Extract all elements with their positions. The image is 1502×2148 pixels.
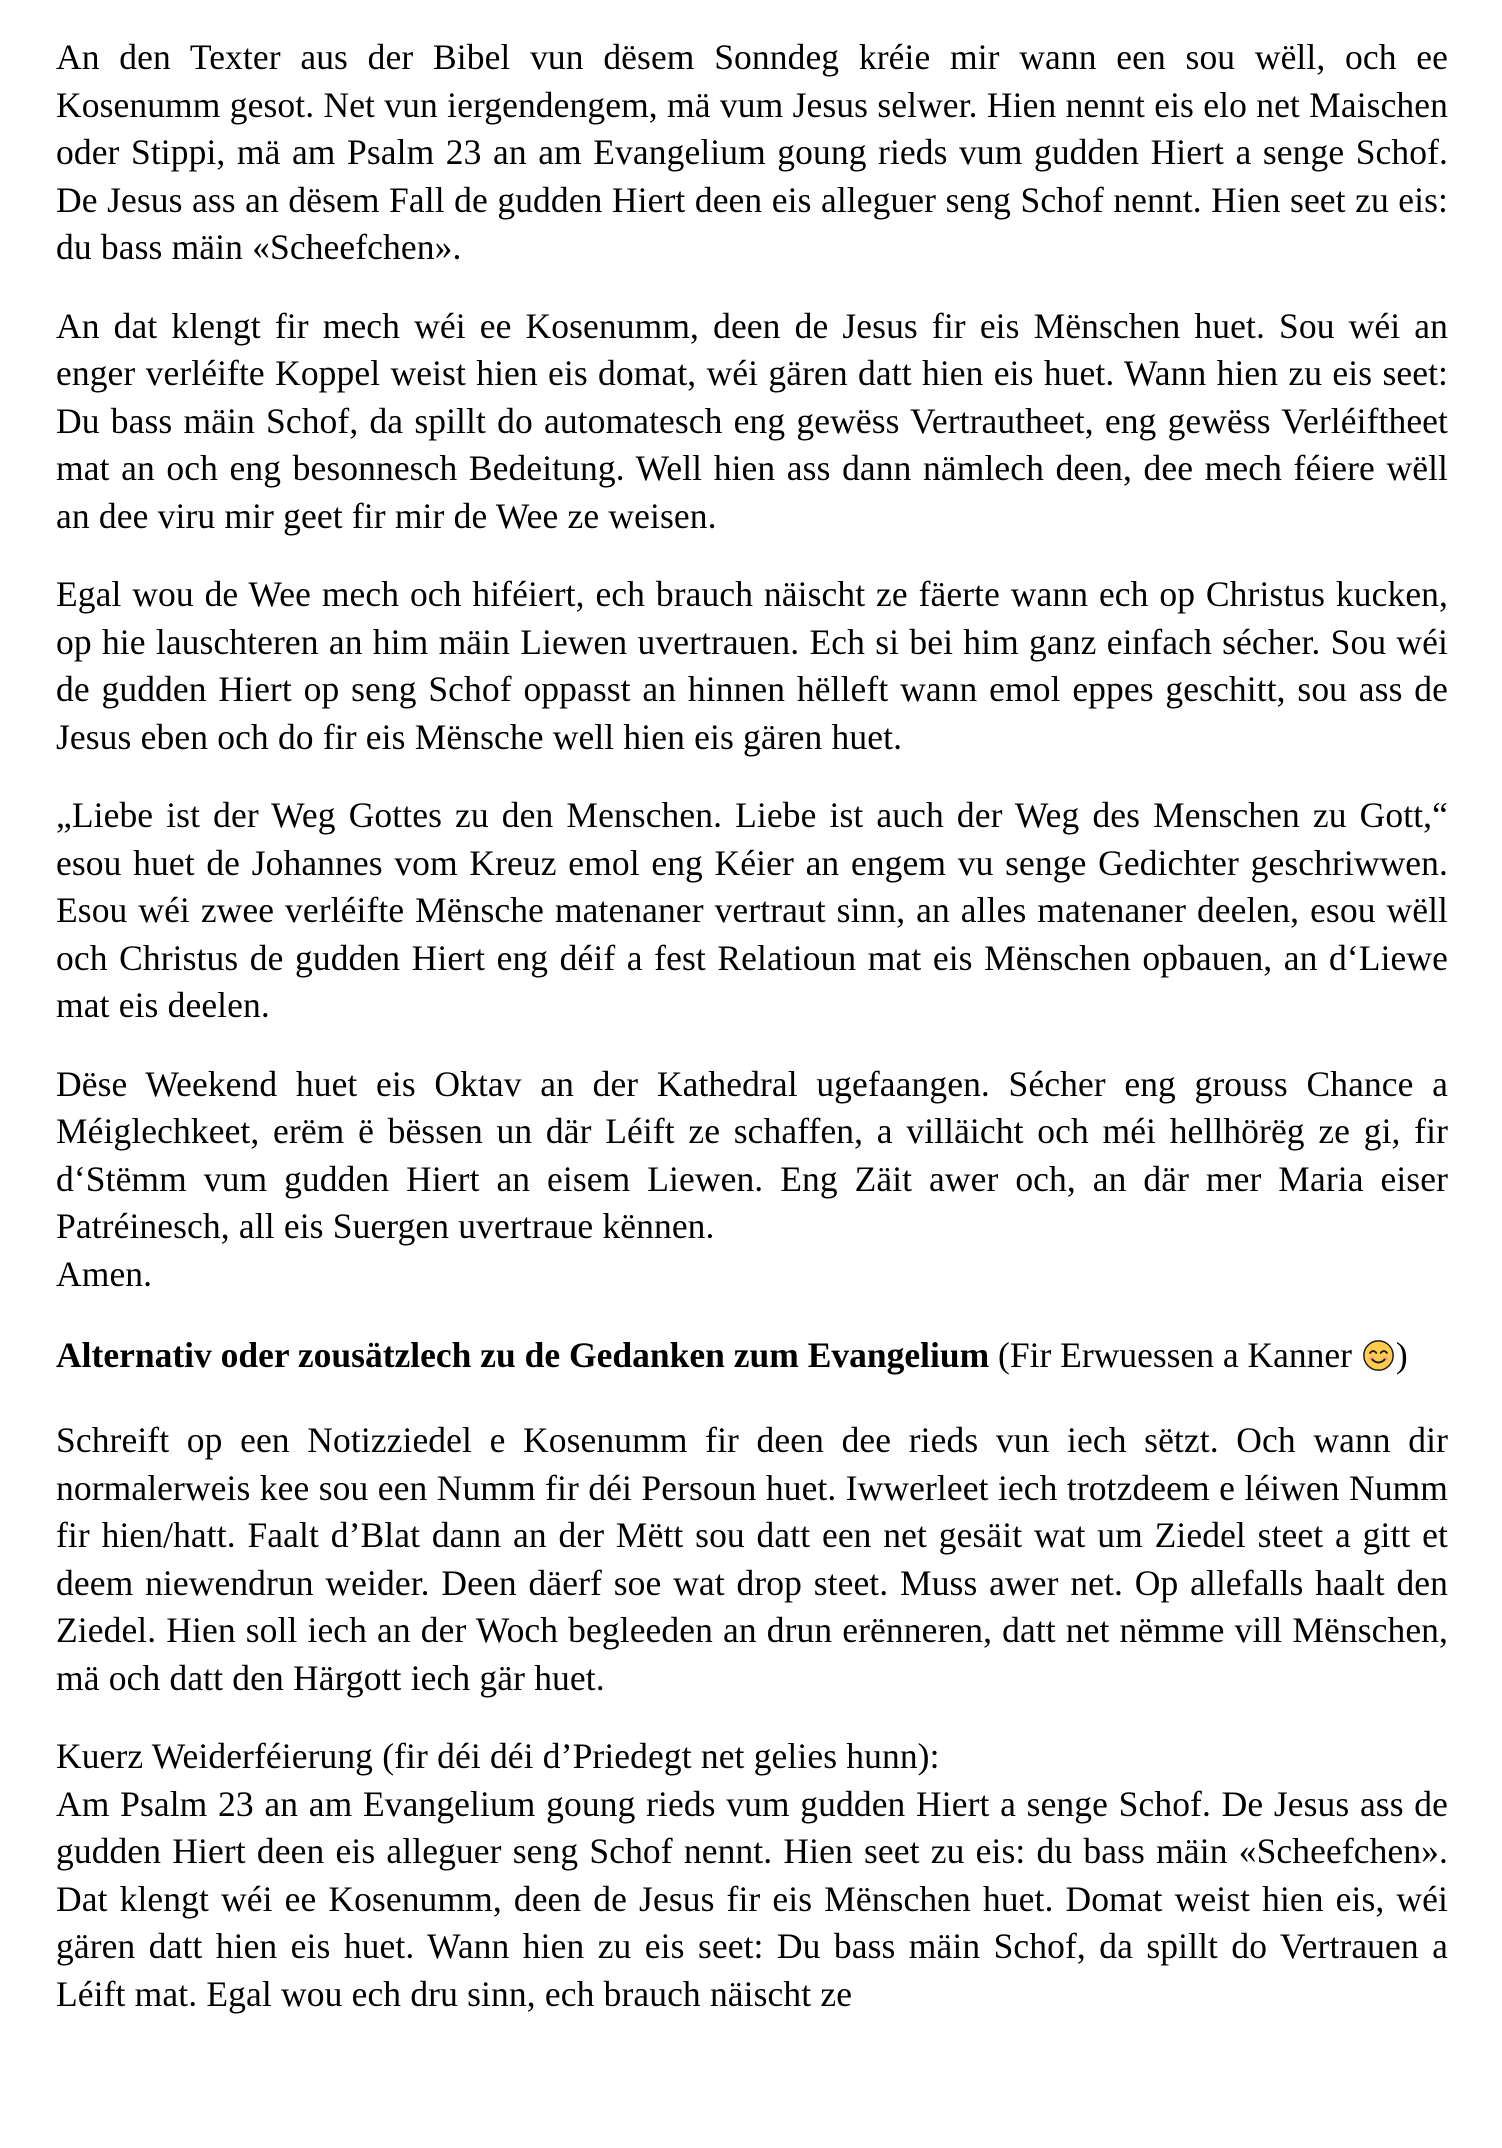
section-heading-bold-text: Alternativ oder zousätzlech zu de Gedanken zum Evangelium [56,1335,990,1375]
paragraph-9: Am Psalm 23 an am Evangelium goung rieds vum gudden Hiert a senge Schof. De Jesus ass de gudden Hiert deen eis alleguer seng Schof nennt. Hien seet zu eis: du bass mäin «Scheefchen». Dat klengt wéi ee Kosenumm, deen de Jesus fir eis Mënschen huet. Domat weist hien eis, wéi gären datt hien eis huet. Wann hien zu eis seet: Du bass mäin Schof, da spillt do Vertrauen a Léift mat. Egal wou ech dru sinn, ech brauch näischt ze [56,1783,1448,2014]
paragraph-2: An dat klengt fir mech wéi ee Kosenumm, deen de Jesus fir eis Mënschen huet. Sou wéi an enger verléifte Koppel weist hien eis domat, wéi gären datt hien eis huet. Wann hien zu eis seet: Du bass mäin Schof, da spillt do automatesch eng gewëss Vertrautheet, eng gewëss Verléiftheet mat an och eng besonnesch Bedeitung. Well hien ass dann nämlech deen, dee mech féiere wëll an dee viru mir geet fir mir de Wee ze weisen. [56,305,1448,536]
paragraph-5: Dëse Weekend huet eis Oktav an der Kathedral ugefaangen. Sécher eng grouss Chance a Méiglechkeet, erëm ë bëssen un där Léift ze schaffen, a villäicht och méi hellhörëg ze gi, fir d‘Stëmm vum gudden Hiert an eisem Liewen. Eng Zäit awer och, an där mer Maria eiser Patréinesch, all eis Suergen uvertraue kënnen. [56,1063,1448,1246]
document-body [56,34,1448,2018]
section-heading-paren-close: ) [1395,1335,1408,1375]
section-heading [56,1329,1448,1381]
paragraph-7: Schreift op een Notizziedel e Kosenumm fir deen dee rieds vun iech sëtzt. Och wann dir normalerweis kee sou een Numm fir déi Persoun huet. Iwwerleet iech trotzdeem e léiwen Numm fir hien/hatt. Faalt d’Blat dann an der Mëtt sou datt een net gesäit wat um Ziedel steet a gitt et deem niewendrun weider. Deen däerf soe wat drop steet. Muss awer net. Op allefalls haalt den Ziedel. Hien soll iech an der Woch begleeden an drun erënneren, datt net nëmme vill Mënschen, mä och datt den Härgott iech gär huet. [56,1420,1448,1698]
paragraph-amen: Amen. [56,1253,153,1294]
smiling-face-with-smiling-eyes-emoji [1362,1334,1395,1367]
paragraph-4: „Liebe ist der Weg Gottes zu den Menschen. Liebe ist auch der Weg des Menschen zu Gott,“ esou huet de Johannes vom Kreuz emol eng Kéier an engem vu senge Gedichter geschriwwen. Esou wéi zwee verléifte Mënsche matenaner vertraut sinn, an alles matenaner deelen, esou wëll och Christus de gudden Hiert eng déif a fest Relatioun mat eis Mënschen opbauen, an d‘Liewe mat eis deelen. [56,795,1448,1025]
paragraph-1: An den Texter aus der Bibel vun dësem Sonndeg kréie mir wann een sou wëll, och ee Kosenumm gesot. Net vun iergendengem, mä vum Jesus selwer. Hien nennt eis elo net Maischen oder Stippi, mä am Psalm 23 an am Evangelium goung rieds vum gudden Hiert a senge Schof. De Jesus ass an dësem Fall de gudden Hiert deen eis alleguer seng Schof nennt. Hien seet zu eis: du bass mäin «Scheefchen». [56,37,1448,267]
paragraph-3: Egal wou de Wee mech och hiféiert, ech brauch näischt ze fäerte wann ech op Christus kucken, op hie lauschteren an him mäin Liewen uvertrauen. Ech si bei him ganz einfach sécher. Sou wéi de gudden Hiert op seng Schof oppasst an hinnen hëlleft wann emol eppes geschitt, sou ass de Jesus eben och do fir eis Mënsche well hien eis gären huet. [56,574,1448,757]
section-heading-paren-open: (Fir Erwuessen a Kanner [989,1335,1361,1375]
paragraph-8-subheading: Kuerz Weiderféierung (fir déi déi d’Priedegt net gelies hunn): [56,1736,940,1776]
